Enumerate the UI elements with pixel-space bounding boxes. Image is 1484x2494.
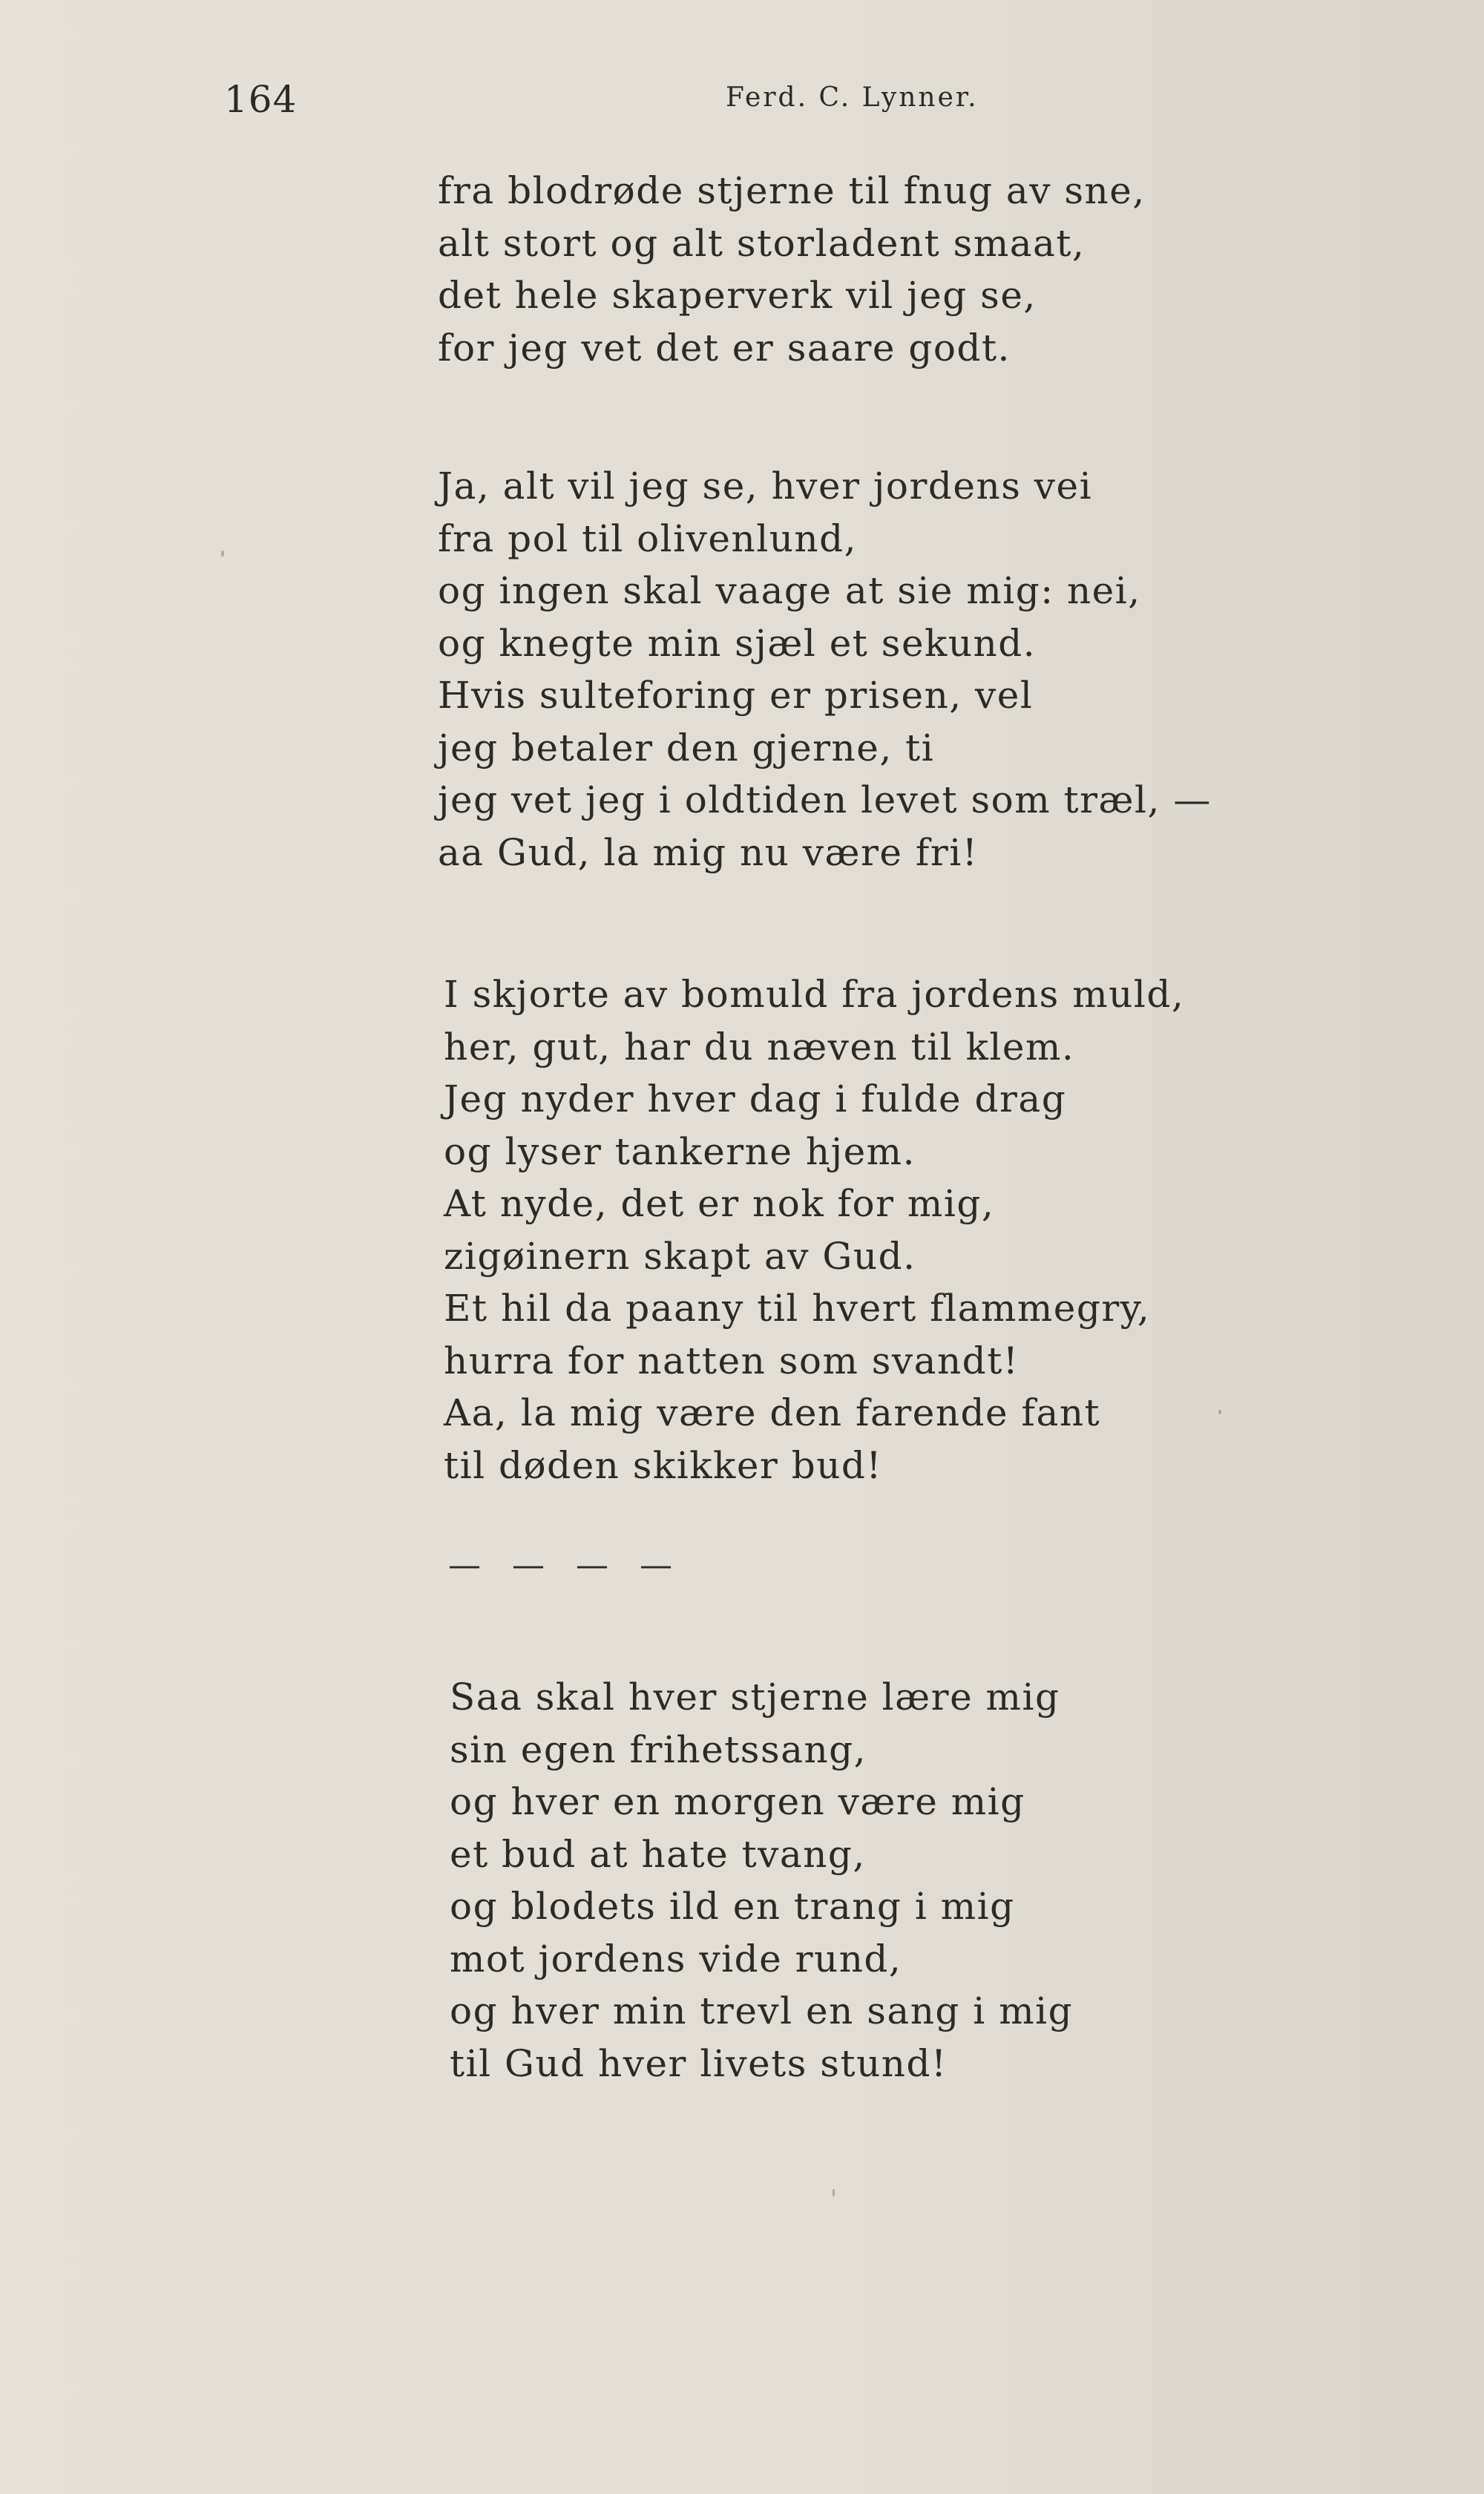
paper-speck <box>221 551 224 557</box>
verse-line: til døden skikker bud! <box>444 1443 883 1487</box>
verse-line: Hvis sulteforing er prisen, vel <box>438 674 1034 717</box>
verse-line: alt stort og alt storladent smaat, <box>438 221 1086 265</box>
verse-line: mot jordens vide rund, <box>450 1937 902 1981</box>
verse-line: sin egen frihetssang, <box>450 1727 867 1771</box>
verse-line: jeg vet jeg i oldtiden levet som træl, — <box>438 778 1212 821</box>
verse-line: hurra for natten som svandt! <box>444 1339 1020 1382</box>
stanza-2 <box>438 460 1212 879</box>
section-break-dashes: — — — — <box>448 1546 683 1584</box>
verse-line: til Gud hver livets stund! <box>450 2041 948 2085</box>
verse-line: I skjorte av bomuld fra jordens muld, <box>444 973 1185 1016</box>
verse-line: og hver en morgen være mig <box>450 1780 1025 1823</box>
verse-line: fra blodrøde stjerne til fnug av sne, <box>438 169 1146 212</box>
verse-line: zigøinern skapt av Gud. <box>444 1234 916 1278</box>
verse-line: og lyser tankerne hjem. <box>444 1129 916 1173</box>
verse-line: her, gut, har du næven til klem. <box>444 1025 1075 1069</box>
verse-line: Jeg nyder hver dag i fulde drag <box>444 1077 1067 1120</box>
verse-line: og hver min trevl en sang i mig <box>450 1989 1074 2032</box>
verse-line: fra pol til olivenlund, <box>438 516 857 560</box>
paper-speck <box>833 2189 835 2196</box>
stanza-3 <box>444 968 1184 1492</box>
verse-line: og ingen skal vaage at sie mig: nei, <box>438 569 1141 612</box>
page-number: 164 <box>224 78 298 121</box>
verse-line: Ja, alt vil jeg se, hver jordens vei <box>438 465 1093 508</box>
verse-line: At nyde, det er nok for mig, <box>444 1182 995 1225</box>
running-head: Ferd. C. Lynner. <box>726 82 979 113</box>
verse-line: aa Gud, la mig nu være fri! <box>438 830 979 874</box>
verse-line: Aa, la mig være den farende fant <box>444 1391 1101 1434</box>
stanza-4 <box>450 1671 1073 2090</box>
verse-line: og knegte min sjæl et sekund. <box>438 621 1037 665</box>
verse-line: det hele skaperverk vil jeg se, <box>438 274 1037 317</box>
verse-line: og blodets ild en trang i mig <box>450 1885 1015 1928</box>
verse-line: for jeg vet det er saare godt. <box>438 326 1011 370</box>
paper-speck <box>1218 1410 1221 1414</box>
stanza-1 <box>438 165 1146 374</box>
verse-line: et bud at hate tvang, <box>450 1832 866 1876</box>
verse-line: Et hil da paany til hvert flammegry, <box>444 1287 1151 1330</box>
verse-line: Saa skal hver stjerne lære mig <box>450 1676 1060 1719</box>
verse-line: jeg betaler den gjerne, ti <box>438 726 935 769</box>
